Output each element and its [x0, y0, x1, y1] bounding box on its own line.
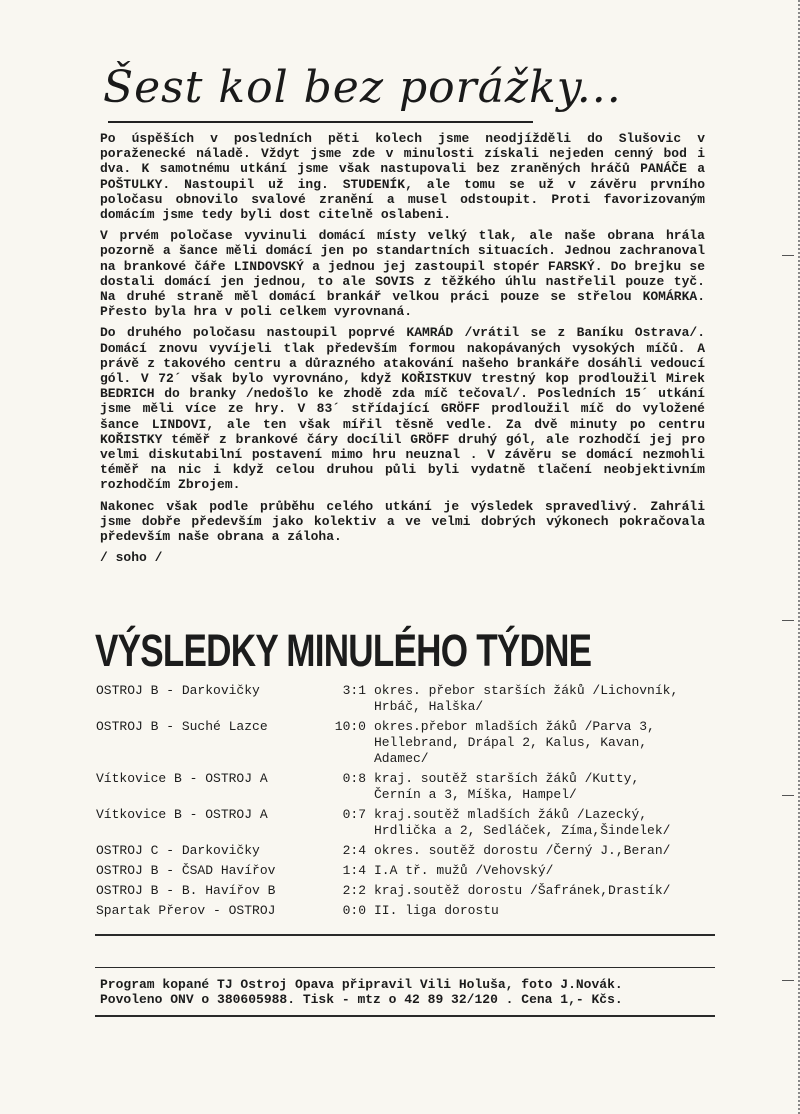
match-teams: OSTROJ B - ČSAD Havířov	[96, 863, 276, 878]
result-row	[96, 771, 736, 803]
divider-line	[95, 967, 715, 968]
match-teams: OSTROJ B - B. Havířov B	[96, 883, 276, 898]
edge-tick-mark	[782, 620, 794, 621]
result-row	[96, 843, 736, 859]
edge-tick-mark	[782, 795, 794, 796]
match-competition: okres. přebor starších žáků /Lichovník, Hrbáč, Halška/	[374, 683, 679, 714]
match-score: 0:0	[342, 903, 366, 918]
article-paragraph: Po úspěších v posledních pěti kolech jsme neodjížděli do Slušovic v poraženecké náladě. Vždyt jsme zde v minulosti získali nejeden cenný bod i dva. K samotnému utkání jsme však nastupovali bez zraněných hráčů PANÁČE a POŠTULKY. Nastoupil už ing. STUDENÍK, ale tomu se už v závěru prvního poločasu obnovilo svalové zranění a musel odstoupit. Proti favorizovaným domácím jsme tedy byli dost citelně oslabeni.	[100, 131, 705, 223]
result-row	[96, 683, 736, 715]
match-score: 3:1	[342, 683, 366, 698]
match-competition: okres.přebor mladších žáků /Parva 3, Hellebrand, Drápal 2, Kalus, Kavan, Adamec/	[374, 719, 655, 766]
result-row	[96, 807, 736, 839]
result-row	[96, 719, 736, 767]
result-row	[96, 903, 736, 919]
results-list	[96, 683, 736, 923]
article-title: Šest kol bez porážky...	[103, 62, 622, 113]
match-teams: Vítkovice B - OSTROJ A	[96, 807, 268, 822]
article-paragraph: Do druhého poločasu nastoupil poprvé KAMRÁD /vrátil se z Baníku Ostrava/. Domácí znovu vyvíjeli tlak především formou nakopávaných vysokých míčů. A právě z takového centru a důrazného atakování našeho brankáře dosáhli vedoucí gól. V 72´ však bylo vyrovnáno, když KOŘISTKUV trestný kop prodloužil Mirek BEDRICH do branky /nedošlo ke zhodě zda míč tečoval/. Posledních 15´ utkání jsme měli více ze hry. V 83´ střídající GRÖFF prodloužil míč do vyložené šance LINDOVI, ale ten však mířil těsně vedle. Za dvě minuty po centru KOŘISTKY téměř z brankové čáry docílil GRÖFF druhý gól, ale rozhodčí jej pro velmi diskutabilní postavení mimo hru neuznal . V závěru se domácí nezmohli téměř na nic i když celou druhou půli byli vydatně tlačení neobjektivním rozhodčím Zbrojem.	[100, 325, 705, 493]
match-competition: I.A tř. mužů /Vehovský/	[374, 863, 554, 878]
match-score: 2:4	[342, 843, 366, 858]
match-teams: Vítkovice B - OSTROJ A	[96, 771, 268, 786]
article-paragraph: V prvém poločase vyvinuli domácí místy velký tlak, ale naše obrana hrála pozorně a šance měli domácí jen po standartních situacích. Jednou zachranoval na brankové čáře LINDOVSKÝ a jednou jej zastoupil stopér FARSKÝ. Do brejku se dostali domácí jen jednou, to ale SOVIS z těžkého úhlu nastřelil pouze tyč. Na druhé straně měl domácí brankář velkou práci pouze se střelou KOMÁRKA. Přesto byla hra v poli celkem vyrovnaná.	[100, 228, 705, 320]
match-competition: kraj.soutěž dorostu /Šafránek,Drastík/	[374, 883, 671, 898]
match-competition: kraj.soutěž mladších žáků /Lazecký, Hrdlička a 2, Sedláček, Zíma,Šindelek/	[374, 807, 671, 838]
divider-line	[95, 1015, 715, 1017]
match-teams: OSTROJ C - Darkovičky	[96, 843, 260, 858]
article-paragraph: Nakonec však podle průběhu celého utkání je výsledek spravedlivý. Zahráli jsme dobře především jako kolektiv a ve velmi dobrých výkonech pokračovala především naše obrana a záloha.	[100, 498, 705, 545]
results-heading: VÝSLEDKY MINULÉHO TÝDNE	[95, 625, 592, 676]
result-row	[96, 883, 736, 899]
match-competition: II. liga dorostu	[374, 903, 499, 918]
footer-line: Program kopané TJ Ostroj Opava připravil Vili Holuša, foto J.Novák.	[100, 977, 623, 992]
match-score: 1:4	[342, 863, 366, 878]
match-score: 2:2	[342, 883, 366, 898]
match-score: 0:7	[342, 807, 366, 822]
article-body	[100, 131, 705, 571]
match-competition: okres. soutěž dorostu /Černý J.,Beran/	[374, 843, 671, 858]
match-teams: Spartak Přerov - OSTROJ	[96, 903, 276, 918]
title-underline	[108, 121, 533, 123]
result-row	[96, 863, 736, 879]
match-score: 0:8	[342, 771, 366, 786]
match-competition: kraj. soutěž starších žáků /Kutty, Černín a 3, Míška, Hampel/	[374, 771, 640, 802]
match-teams: OSTROJ B - Suché Lazce	[96, 719, 268, 734]
match-teams: OSTROJ B - Darkovičky	[96, 683, 260, 698]
edge-tick-mark	[782, 980, 794, 981]
match-score: 10:0	[334, 719, 366, 734]
author-signature: / soho /	[100, 550, 163, 566]
page-edge-perforation	[794, 0, 800, 1114]
footer-line: Povoleno ONV o 380605988. Tisk - mtz o 42 89 32/120 . Cena 1,- Kčs.	[100, 992, 623, 1007]
divider-line	[95, 934, 715, 936]
edge-tick-mark	[782, 255, 794, 256]
footer-imprint	[100, 977, 710, 1007]
